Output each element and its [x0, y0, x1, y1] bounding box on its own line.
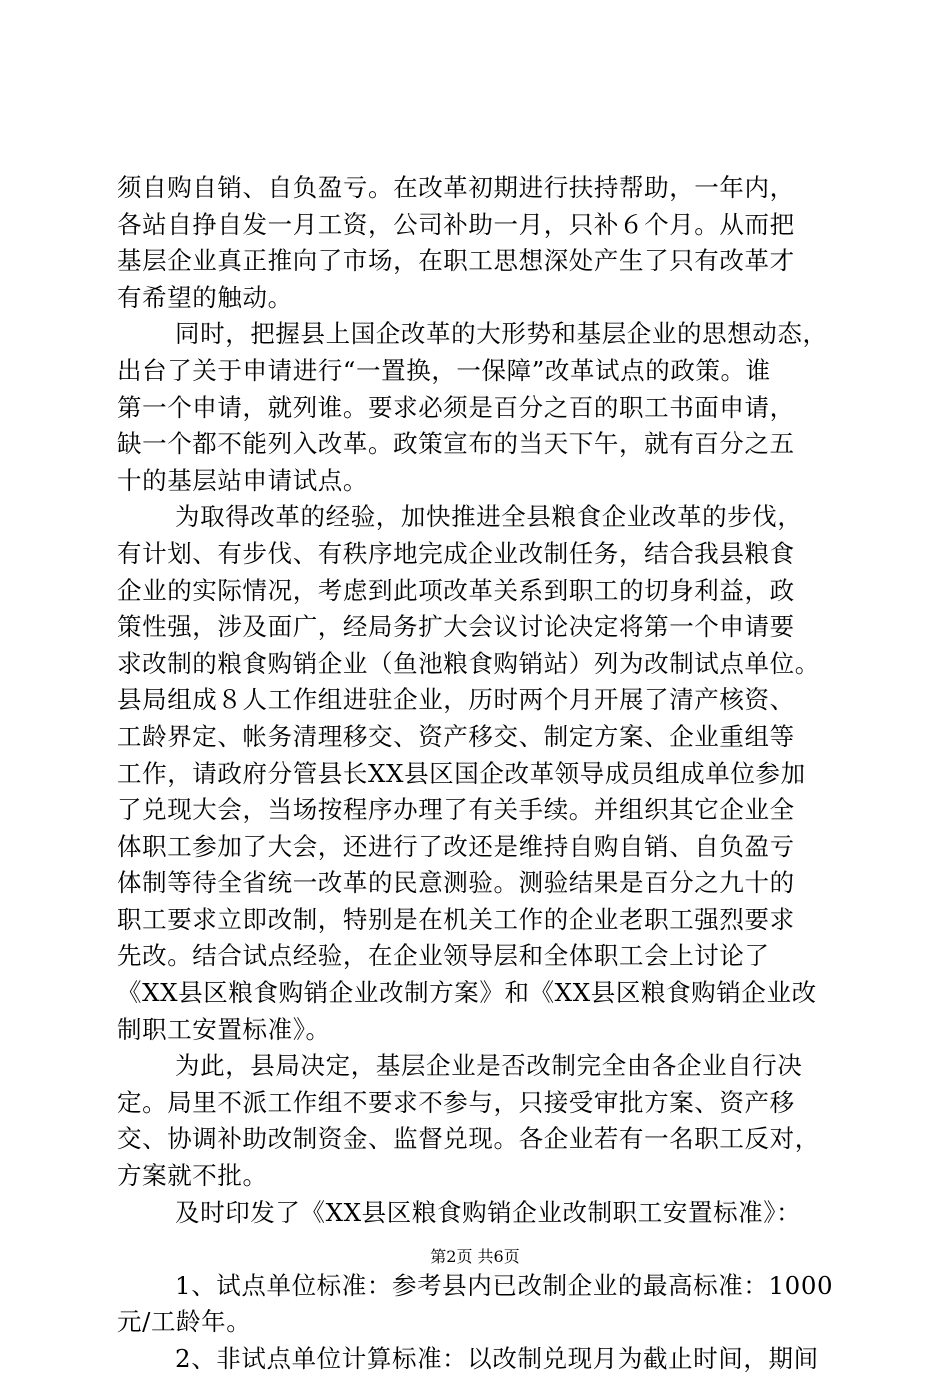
- paragraph-first-line: 及时印发了《XX县区粮食购销企业改制职工安置标准》：: [175, 1197, 802, 1227]
- list-item: 2、非试点单位计算标准：以改制兑现月为截止时间，期间: [175, 1344, 819, 1373]
- page-footer: 第2页 共6页: [430, 1247, 520, 1266]
- text-line: 求改制的粮食购销企业（鱼池粮食购销站）列为改制试点单位。: [117, 648, 820, 678]
- text-line: 《XX县区粮食购销企业改制方案》和《XX县区粮食购销企业改: [117, 978, 817, 1008]
- text-line: 十的基层站申请试点。: [117, 465, 368, 495]
- text-line: 企业的实际情况，考虑到此项改革关系到职工的切身利益，政: [117, 575, 795, 605]
- text-line: 交、协调补助改制资金、监督兑现。各企业若有一名职工反对，: [117, 1124, 820, 1154]
- text-line: 有计划、有步伐、有秩序地完成企业改制任务，结合我县粮食: [117, 538, 795, 568]
- text-line: 体制等待全省统一改革的民意测验。测验结果是百分之九十的: [117, 868, 795, 898]
- text-line: 方案就不批。: [117, 1161, 268, 1191]
- text-line: 第一个申请，就列谁。要求必须是百分之百的职工书面申请，: [117, 392, 795, 422]
- text-line: 缺一个都不能列入改革。政策宣布的当天下午，就有百分之五: [117, 429, 795, 459]
- text-line: 体职工参加了大会，还进行了改还是维持自购自销、自负盈亏: [117, 831, 795, 861]
- text-line: 工作，请政府分管县长XX县区国企改革领导成员组成单位参加: [117, 758, 806, 788]
- paragraph-first-line: 为此，县局决定，基层企业是否改制完全由各企业自行决: [175, 1051, 803, 1081]
- text-line: 职工要求立即改制，特别是在机关工作的企业老职工强烈要求: [117, 904, 795, 934]
- text-line: 定。局里不派工作组不要求不参与，只接受审批方案、资产移: [117, 1087, 795, 1117]
- text-line: 基层企业真正推向了市场，在职工思想深处产生了只有改革才: [117, 246, 795, 276]
- list-item: 1、试点单位标准：参考县内已改制企业的最高标准：1000: [175, 1270, 834, 1300]
- text-line: 各站自挣自发一月工资，公司补助一月，只补６个月。从而把: [117, 209, 795, 239]
- text-line: 有希望的触动。: [117, 282, 293, 312]
- paragraph-first-line: 为取得改革的经验，加快推进全县粮食企业改革的步伐，: [175, 502, 803, 532]
- text-line: 策性强，涉及面广，经局务扩大会议讨论决定将第一个申请要: [117, 612, 795, 642]
- text-line: 元/工龄年。: [117, 1307, 252, 1337]
- text-line: 先改。结合试点经验，在企业领导层和全体职工会上讨论了: [117, 941, 770, 971]
- text-line: 工龄界定、帐务清理移交、资产移交、制定方案、企业重组等: [117, 721, 795, 751]
- body-text: [117, 170, 847, 1378]
- text-line: 须自购自销、自负盈亏。在改革初期进行扶持帮助，一年内，: [117, 173, 795, 202]
- text-line: 出台了关于申请进行“一置换，一保障”改革试点的政策。谁: [117, 355, 771, 385]
- text-line: 县局组成８人工作组进驻企业，历时两个月开展了清产核资、: [117, 685, 795, 715]
- text-line: 了兑现大会，当场按程序办理了有关手续。并组织其它企业全: [117, 795, 795, 825]
- paragraph-first-line: 同时，把握县上国企改革的大形势和基层企业的思想动态，: [175, 319, 828, 349]
- text-line: 制职工安置标准》。: [117, 1014, 331, 1044]
